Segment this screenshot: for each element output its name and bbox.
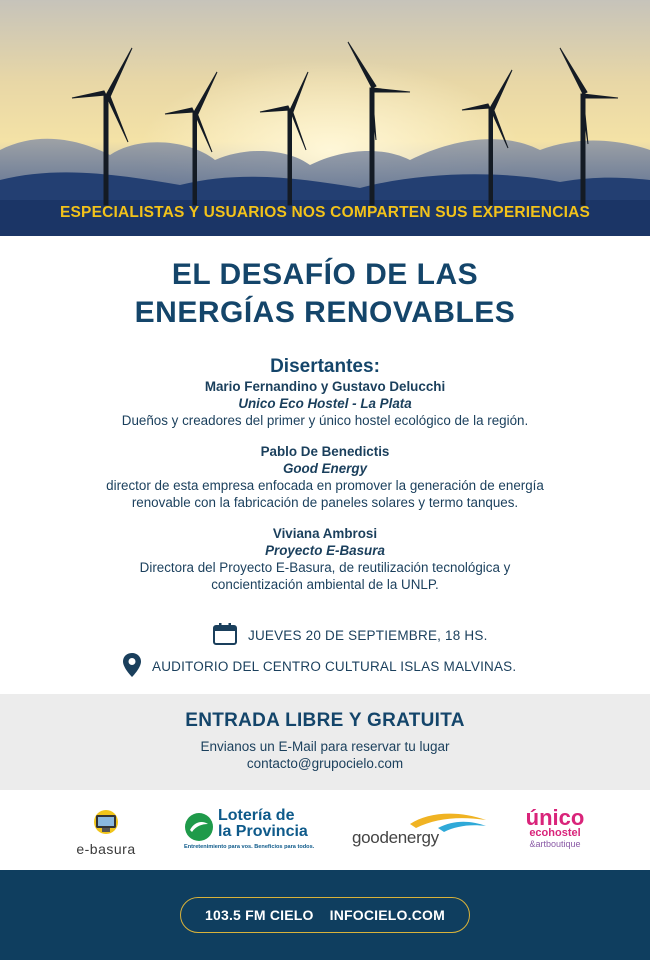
unico-text: único — [525, 805, 585, 830]
ebasura-logo — [60, 808, 152, 856]
event-place: AUDITORIO DEL CENTRO CULTURAL ISLAS MALVINAS. — [152, 659, 517, 674]
event-title — [0, 256, 650, 332]
speaker-name: Viviana Ambrosi — [272, 526, 378, 541]
wind-turbines-illustration — [0, 0, 650, 236]
entry-section — [0, 694, 650, 790]
loteria-emblem-icon — [184, 812, 214, 842]
recycle-computer-icon — [60, 808, 152, 838]
entry-title: ENTRADA LIBRE Y GRATUITA — [185, 710, 465, 731]
contact-email[interactable]: contacto@grupocielo.com — [246, 756, 404, 771]
speaker-organization: Proyecto E-Basura — [265, 543, 385, 558]
event-title-line1: EL DESAFÍO DE LAS — [171, 258, 479, 291]
speaker-block — [40, 443, 610, 511]
speaker-description: director de esta empresa enfocada en promover la generación de energía — [106, 478, 544, 493]
goodenergy-logo — [352, 810, 488, 856]
sponsor-logos — [0, 790, 650, 870]
hero-image — [0, 0, 650, 236]
speaker-organization: Good Energy — [282, 461, 368, 476]
speaker-block — [40, 525, 610, 593]
loteria-logo — [184, 808, 314, 858]
event-date-row — [212, 622, 488, 649]
speaker-name: Mario Fernandino y Gustavo Delucchi — [204, 379, 446, 394]
speakers-heading: Disertantes: — [270, 356, 380, 377]
entry-text: Envianos un E-Mail para reservar tu lugar — [200, 739, 450, 754]
ebasura-text: e-basura — [76, 841, 136, 857]
loteria-tagline: Entretenimiento para vos. Beneficios para todos. — [184, 844, 315, 850]
loteria-line1: Lotería de — [218, 807, 295, 824]
location-pin-icon — [122, 652, 142, 681]
hero-banner-text: ESPECIALISTAS Y USUARIOS NOS COMPARTEN SUS EXPERIENCIAS — [59, 204, 591, 221]
speaker-name: Pablo De Benedictis — [260, 444, 390, 459]
news-site[interactable]: INFOCIELO.COM — [329, 907, 445, 923]
event-title-line2: ENERGÍAS RENOVABLES — [134, 296, 516, 329]
unico-logo — [520, 805, 590, 858]
speaker-description: concientización ambiental de la UNLP. — [211, 577, 439, 592]
footer-bar — [0, 870, 650, 960]
loteria-line2: la Provincia — [218, 823, 308, 840]
calendar-icon — [212, 622, 238, 649]
footer-media-pill — [180, 897, 470, 933]
speaker-description: renovable con la fabricación de paneles solares y termo tanques. — [131, 495, 519, 510]
event-place-row — [122, 652, 516, 681]
goodenergy-text: goodenergy — [352, 828, 439, 847]
speaker-organization: Unico Eco Hostel - La Plata — [238, 396, 412, 411]
speaker-block — [40, 378, 610, 429]
unico-sub1: ecohostel — [529, 827, 581, 839]
radio-station[interactable]: 103.5 FM CIELO — [205, 907, 314, 923]
event-date: JUEVES 20 DE SEPTIEMBRE, 18 HS. — [248, 628, 488, 643]
unico-sub2: &artboutique — [529, 839, 581, 849]
speakers-section — [40, 356, 610, 607]
speaker-description: Directora del Proyecto E-Basura, de reutilización tecnológica y — [139, 560, 511, 575]
speaker-description: Dueños y creadores del primer y único hostel ecológico de la región. — [121, 413, 529, 428]
